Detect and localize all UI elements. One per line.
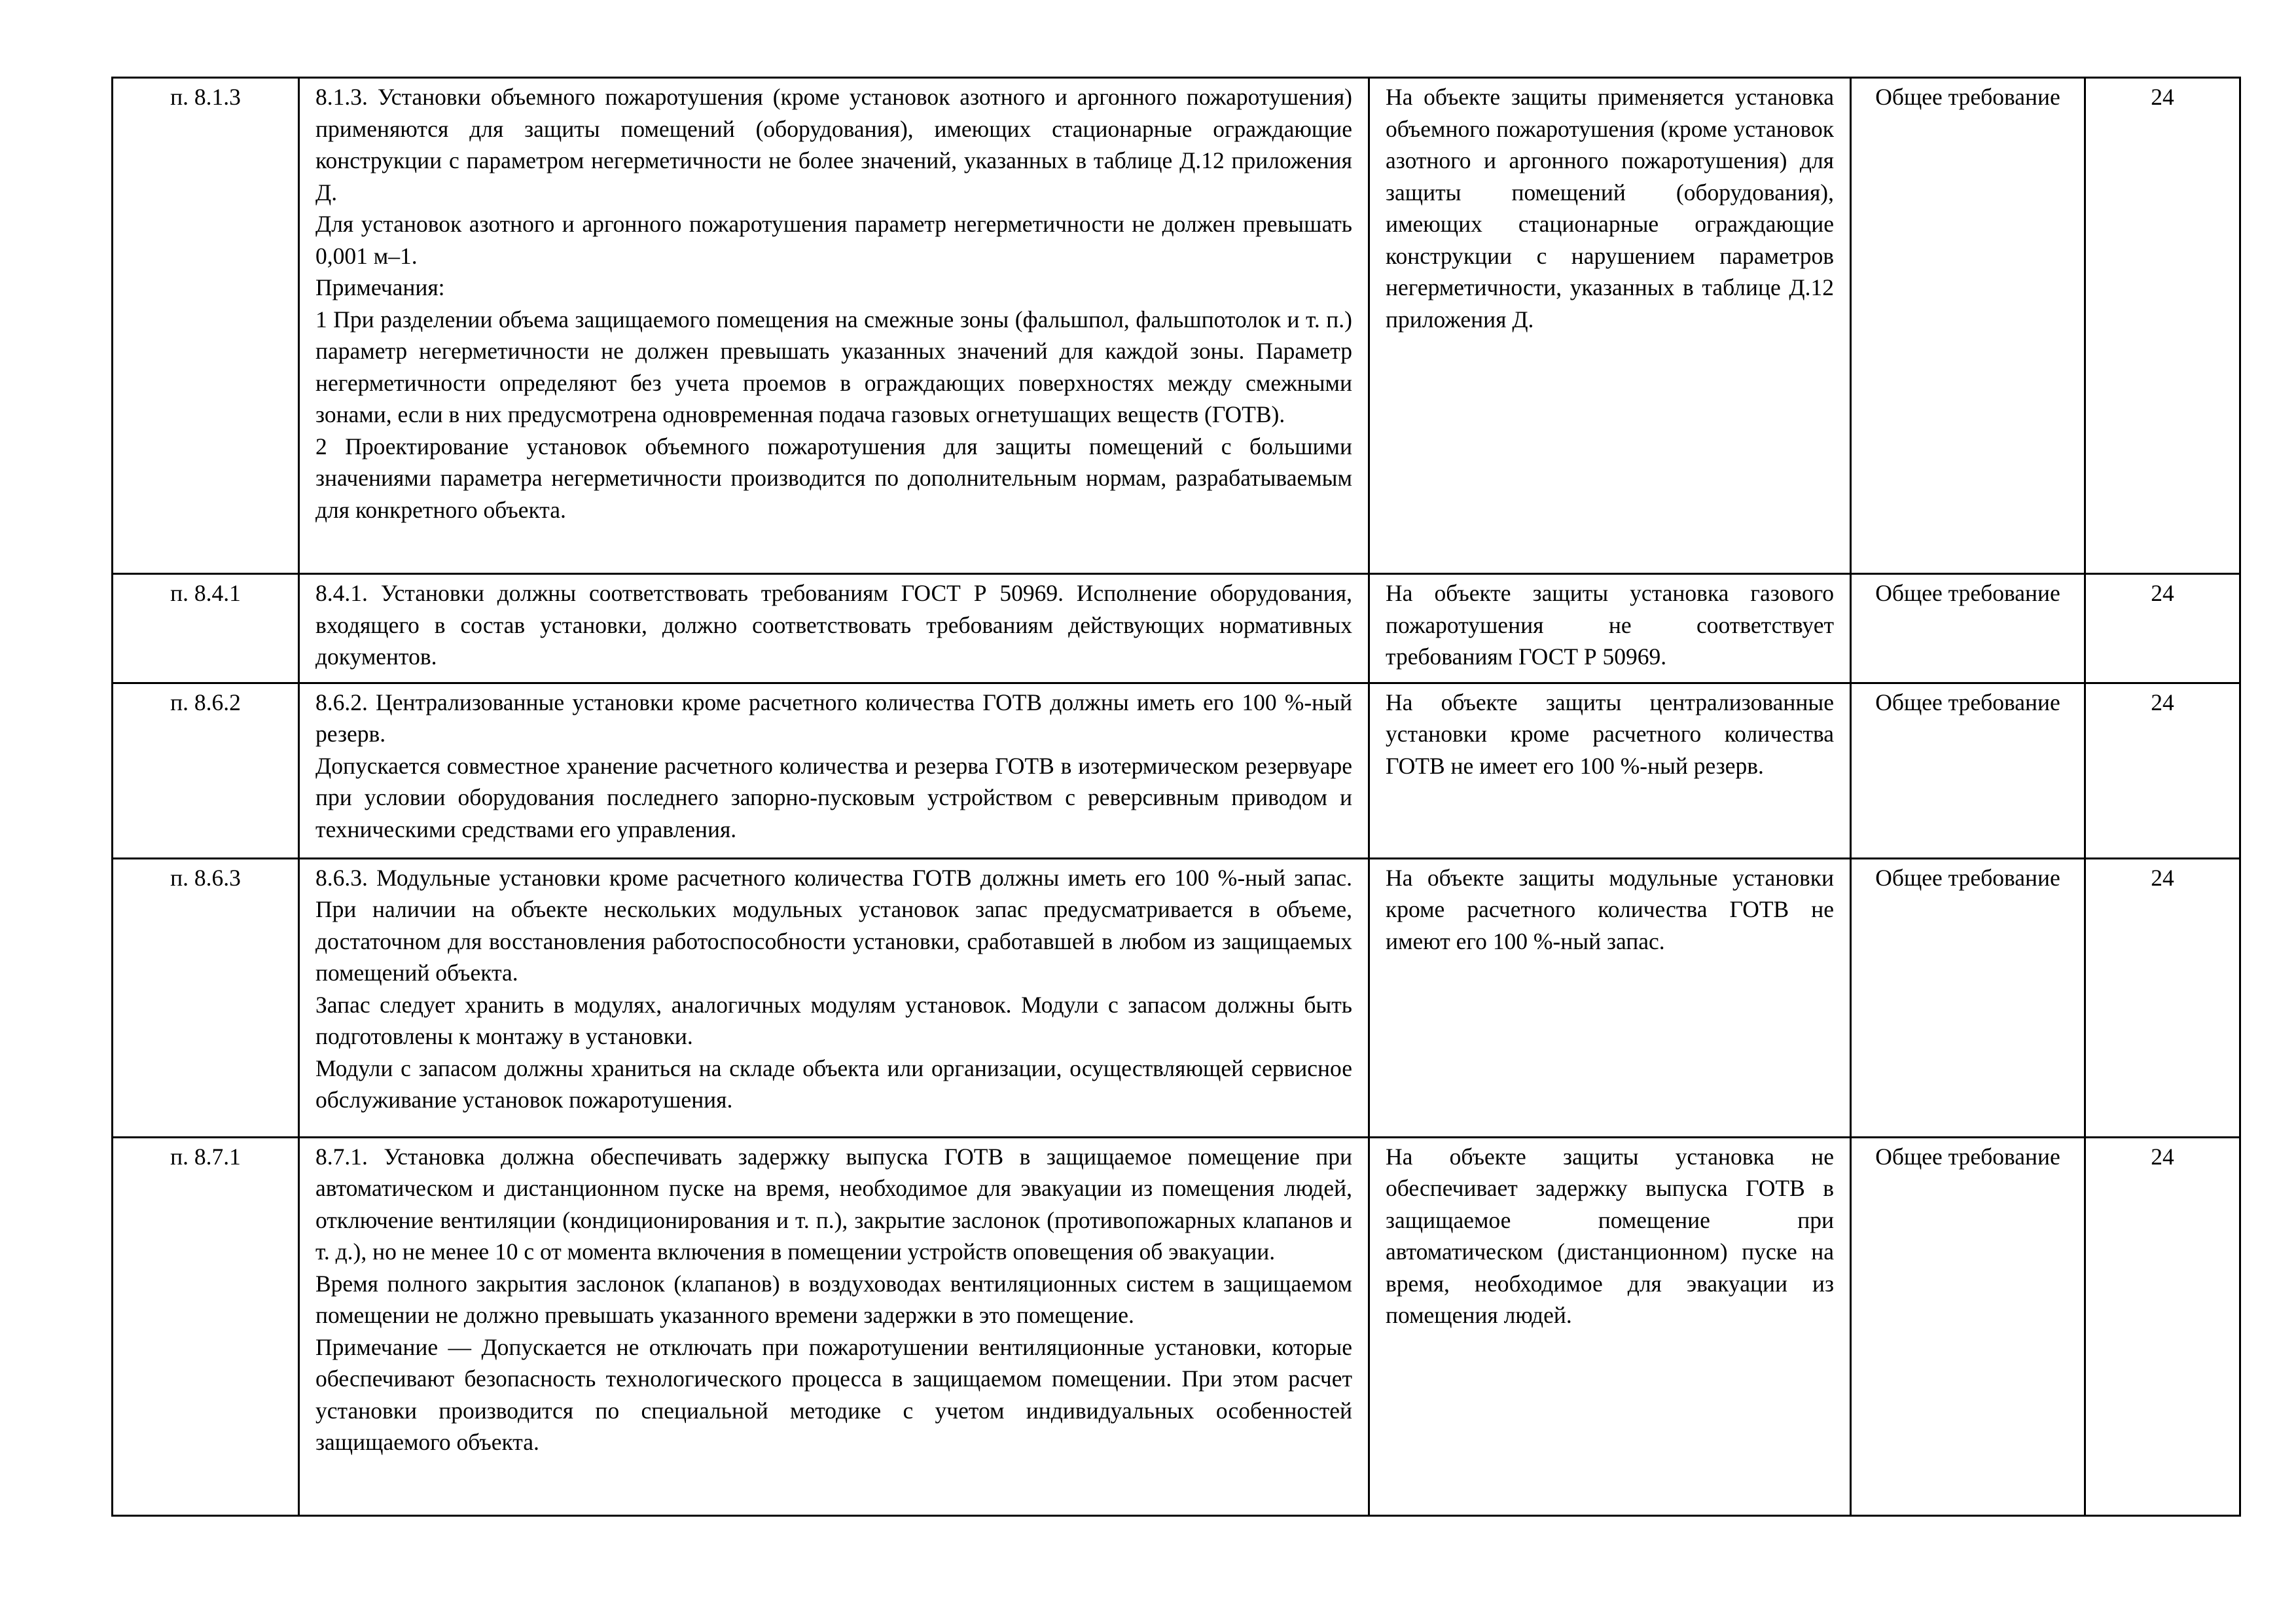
requirement-type: Общее требование [1851,1137,2085,1515]
requirement-paragraph: Допускается совместное хранение расчетного количества и резерва ГОТВ в изотермическом резервуаре при условии оборудования последнего запорно-пусковым устройством с реверсивным приводом и техническими средствами его управления. [315,752,1352,842]
requirement-paragraph: 8.1.3. Установки объемного пожаротушения (кроме установок азотного и аргонного пожаротушения) применяются для защиты помещений (оборудования), имеющих стационарные ограждающие конструкции с параметром негерметичности не более значений, указанных в таблице Д.12 приложения Д. [315,84,1352,206]
reference-number: 24 [2085,574,2240,683]
requirement-paragraph: Примечание — Допускается не отключать при пожаротушении вентиляционные установки, которые обеспечивают безопасность технологического процесса в защищаемом помещении. При этом расчет установки производится по специальной методике с учетом индивидуальных особенностей защищаемого объекта. [315,1333,1352,1455]
requirement-paragraph: 2 Проектирование установок объемного пожаротушения для защиты помещений с большими значениями параметра негерметичности производится по дополнительным нормам, разрабатываемым для конкретного объекта. [315,433,1352,523]
requirement-text [299,683,1369,858]
clause-number: п. 8.1.3 [113,78,299,574]
reference-number: 24 [2085,683,2240,858]
table-row [113,858,2240,1137]
violation-text: На объекте защиты модульные установки кроме расчетного количества ГОТВ не имеют его 100 %-ный запас. [1369,858,1851,1137]
clause-number: п. 8.6.2 [113,683,299,858]
requirement-type: Общее требование [1851,683,2085,858]
requirement-text [299,78,1369,574]
violation-text: На объекте защиты применяется установка объемного пожаротушения (кроме установок азотного и аргонного пожаротушения) для защиты помещений (оборудования), имеющих стационарные ограждающие конструкции с нарушением параметров негерметичности, указанных в таблице Д.12 приложения Д. [1369,78,1851,574]
requirement-text [299,574,1369,683]
requirement-text [299,1137,1369,1515]
requirement-paragraph: 8.6.3. Модульные установки кроме расчетного количества ГОТВ должны иметь его 100 %-ный запас. При наличии на объекте нескольких модульных установок запас предусматривается в объеме, достаточном для восстановления работоспособности установки, сработавшей в любом из защищаемых помещений объекта. [315,864,1352,986]
table-row [113,78,2240,574]
requirement-paragraph: 8.7.1. Установка должна обеспечивать задержку выпуска ГОТВ в защищаемое помещение при автоматическом и дистанционном пуске на время, необходимое для эвакуации из помещения людей, отключение вентиляции (кондиционирования и т. п.), закрытие заслонок (противопожарных клапанов и т. д.), но не менее 10 с от момента включения в помещении устройств оповещения об эвакуации. [315,1143,1352,1265]
requirement-type: Общее требование [1851,574,2085,683]
requirements-table [111,77,2241,1517]
clause-number: п. 8.7.1 [113,1137,299,1515]
table-row [113,1137,2240,1515]
requirement-paragraph: 1 При разделении объема защищаемого помещения на смежные зоны (фальшпол, фальшпотолок и т. п.) параметр негерметичности не должен превышать указанных значений для каждой зоны. Параметр негерметичности определяют без учета проемов в ограждающих поверхностях между смежными зонами, если в них предусмотрена одновременная подача газовых огнетушащих веществ (ГОТВ). [315,306,1352,427]
reference-number: 24 [2085,858,2240,1137]
requirement-paragraph: 8.4.1. Установки должны соответствовать требованиям ГОСТ Р 50969. Исполнение оборудования, входящего в состав установки, должно соответствовать требованиям действующих нормативных документов. [315,580,1352,670]
reference-number: 24 [2085,78,2240,574]
requirement-type: Общее требование [1851,78,2085,574]
requirement-paragraph: Для установок азотного и аргонного пожаротушения параметр негерметичности не должен превышать 0,001 м–1. [315,211,1352,269]
table-row [113,683,2240,858]
requirement-paragraph: Запас следует хранить в модулях, аналогичных модулям установок. Модули с запасом должны быть подготовлены к монтажу в установки. [315,991,1352,1049]
requirement-paragraph: Модули с запасом должны храниться на складе объекта или организации, осуществляющей сервисное обслуживание установок пожаротушения. [315,1055,1352,1113]
requirement-paragraph: Время полного закрытия заслонок (клапанов) в воздуховодах вентиляционных систем в защищаемом помещении не должно превышать указанного времени задержки в это помещение. [315,1270,1352,1328]
requirement-type: Общее требование [1851,858,2085,1137]
requirement-text [299,858,1369,1137]
violation-text: На объекте защиты установка газового пожаротушения не соответствует требованиям ГОСТ Р 50969. [1369,574,1851,683]
violation-text: На объекте защиты централизованные установки кроме расчетного количества ГОТВ не имеет его 100 %-ный резерв. [1369,683,1851,858]
table-row [113,574,2240,683]
clause-number: п. 8.4.1 [113,574,299,683]
violation-text: На объекте защиты установка не обеспечивает задержку выпуска ГОТВ в защищаемое помещение при автоматическом (дистанционном) пуске на время, необходимое для эвакуации из помещения людей. [1369,1137,1851,1515]
clause-number: п. 8.6.3 [113,858,299,1137]
requirement-paragraph: 8.6.2. Централизованные установки кроме расчетного количества ГОТВ должны иметь его 100 %-ный резерв. [315,689,1352,747]
requirement-paragraph: Примечания: [315,274,445,300]
reference-number: 24 [2085,1137,2240,1515]
